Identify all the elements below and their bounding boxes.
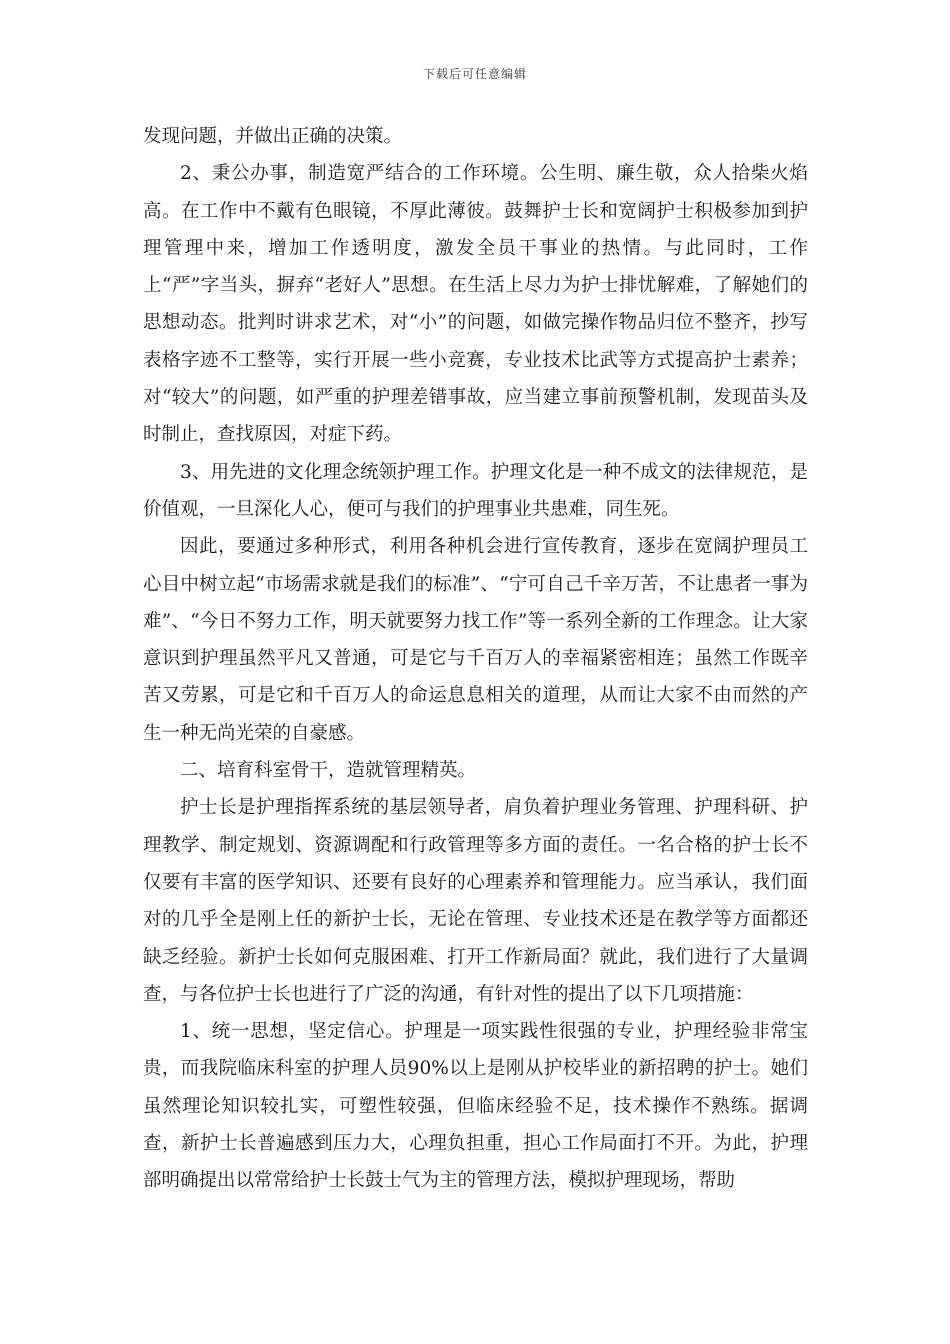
- document-body: [143, 118, 808, 1200]
- paragraph-item-3: 3、用先进的文化理念统领护理工作。护理文化是一种不成文的法律规范，是价值观，一旦深化人心，便可与我们的护理事业共患难，同生死。: [143, 461, 808, 520]
- paragraph-head-nurse: 护士长是护理指挥系统的基层领导者，肩负着护理业务管理、护理科研、护理教学、制定规划、资源调配和行政管理等多方面的责任。一名合格的护士长不仅要有丰富的医学知识、还要有良好的心理素养和管理能力。应当承认，我们面对的几乎全是刚上任的新护士长，无论在管理、专业技术还是在教学等方面都还缺乏经验。新护士长如何克服困难、打开工作新局面？就此，我们进行了大量调查，与各位护士长也进行了广泛的沟通，有针对性的提出了以下几项措施：: [143, 797, 808, 1005]
- paragraph-therefore: 因此，要通过多种形式，利用各种机会进行宣传教育，逐步在宽阔护理员工心目中树立起“市场需求就是我们的标准”、“宁可自己千辛万苦，不让患者一事为难”、“今日不努力工作，明天就要努力找工作”等一系列全新的工作理念。让大家意识到护理虽然平凡又普通，可是它与千百万人的幸福紧密相连；虽然工作既辛苦又劳累，可是它和千百万人的命运息息相关的道理，从而让大家不由而然的产生一种无尚光荣的自豪感。: [143, 536, 808, 744]
- page-header: 下载后可任意编辑: [422, 67, 527, 81]
- paragraph-continuation: 发现问题，并做出正确的决策。: [143, 126, 403, 147]
- section-heading-2: 二、培育科室骨干，造就管理精英。: [180, 760, 477, 782]
- paragraph-measure-1: 1、统一思想，坚定信心。护理是一项实践性很强的专业，护理经验非常宝贵，而我院临床科室的护理人员90%以上是刚从护校毕业的新招聘的护士。她们虽然理论知识较扎实，可塑性较强，但临床经验不足，技术操作不熟练。据调查，新护士长普遍感到压力大，心理负担重，担心工作局面打不开。为此，护理部明确提出以常常给护士长鼓士气为主的管理方法，模拟护理现场，帮助: [143, 1021, 808, 1192]
- paragraph-item-2: 2、秉公办事，制造宽严结合的工作环境。公生明、廉生敬，众人拾柴火焰高。在工作中不戴有色眼镜，不厚此薄彼。鼓舞护士长和宽阔护士积极参加到护理管理中来，增加工作透明度，激发全员干事业的热情。与此同时，工作上“严”字当头，摒弃“老好人”思想。在生活上尽力为护士排忧解难，了解她们的思想动态。批判时讲求艺术，对“小”的问题，如做完操作物品归位不整齐，抄写表格字迹不工整等，实行开展一些小竞赛，专业技术比武等方式提高护士素养；对“较大”的问题，如严重的护理差错事故，应当建立事前预警机制，发现苗头及时制止，查找原因，对症下药。: [143, 163, 808, 446]
